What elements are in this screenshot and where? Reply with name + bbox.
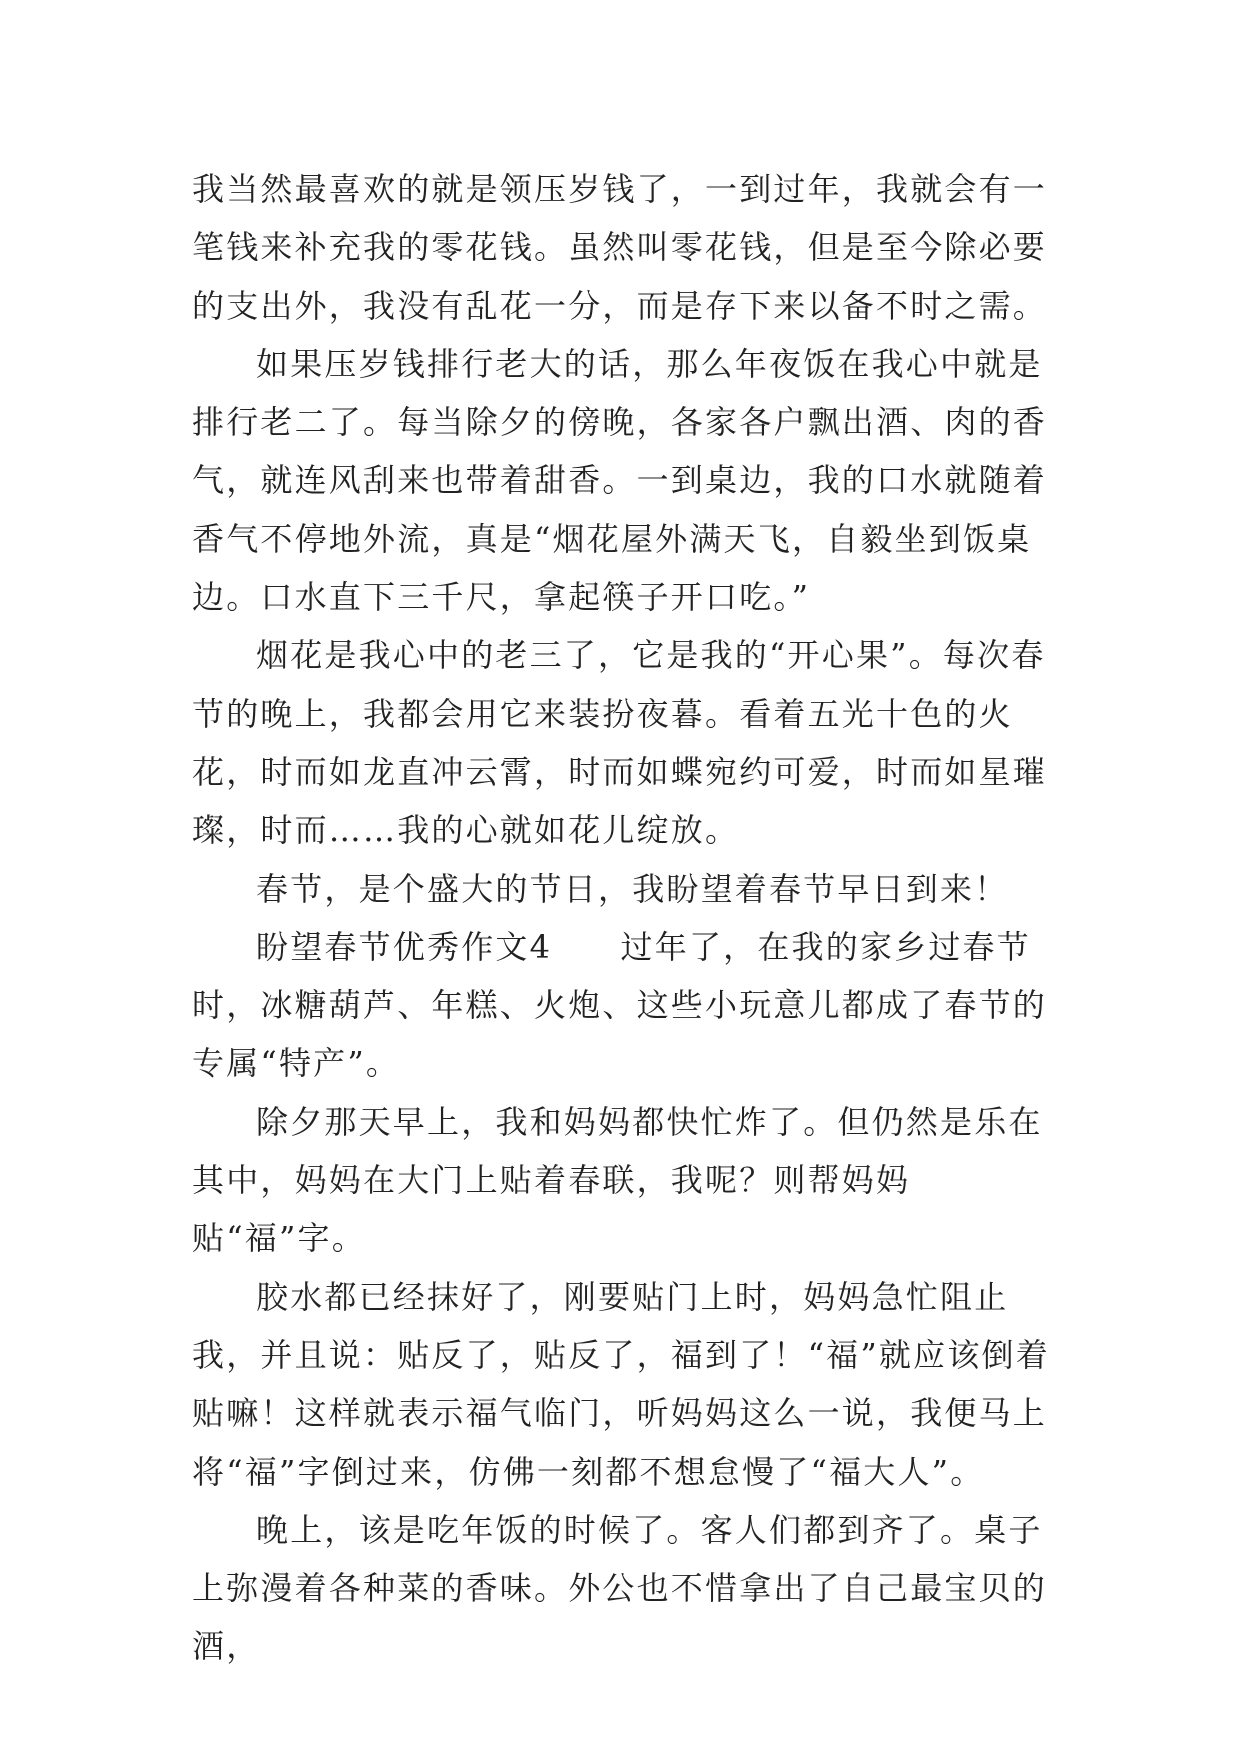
- paragraph-7: 胶水都已经抹好了，刚要贴门上时，妈妈急忙阻止我，并且说：贴反了，贴反了，福到了！“福”就应该倒着贴嘛！这样就表示福气临门，听妈妈这么一说，我便马上将“福”字倒过来，仿佛一刻都不想怠慢了“福大人”。: [192, 1277, 1050, 1491]
- paragraph-8: 晚上，该是吃年饭的时候了。客人们都到齐了。桌子上弥漫着各种菜的香味。外公也不惜拿出了自己最宝贝的酒，: [192, 1510, 1048, 1666]
- paragraph-2: 如果压岁钱排行老大的话，那么年夜饭在我心中就是排行老二了。每当除夕的傍晚，各家各户飘出酒、肉的香气，就连风刮来也带着甜香。一到桌边，我的口水就随着香气不停地外流，真是“烟花屋外满天飞，自毅坐到饭桌边。口水直下三千尺，拿起筷子开口吃。”: [192, 344, 1048, 617]
- essay-body: [192, 160, 1072, 1676]
- paragraph-3: 烟花是我心中的老三了，它是我的“开心果”。每次春节的晚上，我都会用它来装扮夜暮。看着五光十色的火花，时而如龙直冲云霄，时而如蝶宛约可爱，时而如星璀璨，时而……我的心就如花儿绽放。: [192, 636, 1048, 850]
- paragraph-6: 除夕那天早上，我和妈妈都快忙炸了。但仍然是乐在其中，妈妈在大门上贴着春联，我呢？则帮妈妈贴“福”字。: [192, 1102, 1043, 1258]
- paragraph-4: 春节，是个盛大的节日，我盼望着春节早日到来！: [256, 869, 1009, 908]
- paragraph-1: 我当然最喜欢的就是领压岁钱了，一到过年，我就会有一笔钱来补充我的零花钱。虽然叫零花钱，但是至今除必要的支出外，我没有乱花一分，而是存下来以备不时之需。: [192, 170, 1048, 325]
- paragraph-5: 盼望春节优秀作文4 过年了，在我的家乡过春节时，冰糖葫芦、年糕、火炮、这些小玩意儿都成了春节的专属“特产”。: [192, 927, 1048, 1083]
